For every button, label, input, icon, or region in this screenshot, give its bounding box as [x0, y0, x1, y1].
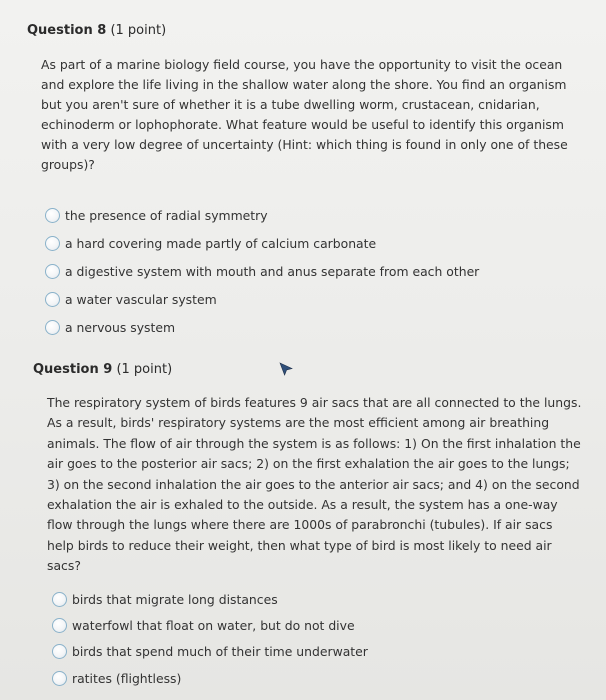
answer-label[interactable]: waterfowl that float on water, but do not dive — [72, 617, 355, 633]
answer-label[interactable]: a water vascular system — [65, 291, 217, 307]
answer-option[interactable] — [52, 639, 368, 665]
question-header — [33, 362, 172, 377]
answer-option[interactable] — [45, 313, 479, 341]
question-header — [27, 23, 166, 38]
mouse-pointer-icon — [278, 361, 294, 377]
question-9 — [0, 350, 606, 700]
answer-label[interactable]: birds that migrate long distances — [72, 591, 278, 607]
question-text: As part of a marine biology field course, you have the opportunity to visit the ocean and explore the life living in the shallow water along the shore. You find an organism but you aren't sure of whether it is a tube dwelling worm, crustacean, cnidarian, echinoderm or lophophorate. What feature would be useful to identify this organism with a very low degree of uncertainty (Hint: which thing is found in only one of these groups)? — [41, 57, 568, 172]
radio-button[interactable] — [45, 320, 60, 335]
question-text: The respiratory system of birds features 9 air sacs that are all connected to the lungs. As a result, birds' respiratory systems are the most efficient among air breathing animals. The flow of air through the system is as follows: 1) On the first inhalation the air goes to the posterior air sacs; 2) on the first exhalation the air goes to the lungs; 3) on the second inhalation the air goes to the anterior air sacs; and 4) on the second exhalation the air is exhaled to the outside. As a result, the system has a one-way flow through the lungs where there are 1000s of parabronchi (tubules). If air sacs help birds to reduce their weight, then what type of bird is most likely to need air sacs? — [47, 395, 582, 574]
question-title: Question 8 — [27, 23, 107, 38]
radio-button[interactable] — [52, 644, 67, 659]
answer-option[interactable] — [45, 285, 479, 313]
answer-label[interactable]: a hard covering made partly of calcium carbonate — [65, 235, 377, 251]
answer-option[interactable] — [52, 586, 368, 612]
answer-options — [52, 586, 368, 691]
answer-option[interactable] — [45, 257, 479, 285]
answer-option[interactable] — [52, 665, 368, 691]
radio-button[interactable] — [45, 292, 60, 307]
answer-label[interactable]: a digestive system with mouth and anus separate from each other — [65, 263, 480, 279]
answer-option[interactable] — [45, 201, 479, 229]
radio-button[interactable] — [52, 618, 67, 633]
radio-button[interactable] — [52, 592, 67, 607]
question-title: Question 9 — [33, 362, 113, 377]
answer-label[interactable]: birds that spend much of their time underwater — [72, 644, 368, 660]
question-points: (1 point) — [110, 23, 167, 38]
question-points: (1 point) — [116, 362, 173, 377]
radio-button[interactable] — [52, 671, 67, 686]
answer-label[interactable]: ratites (flightless) — [72, 670, 182, 686]
answer-option[interactable] — [52, 612, 368, 638]
radio-button[interactable] — [45, 236, 60, 251]
answer-option[interactable] — [45, 229, 479, 257]
answer-options — [45, 201, 479, 341]
radio-button[interactable] — [45, 208, 60, 223]
answer-label[interactable]: the presence of radial symmetry — [65, 207, 268, 223]
radio-button[interactable] — [45, 264, 60, 279]
answer-label[interactable]: a nervous system — [65, 319, 176, 335]
